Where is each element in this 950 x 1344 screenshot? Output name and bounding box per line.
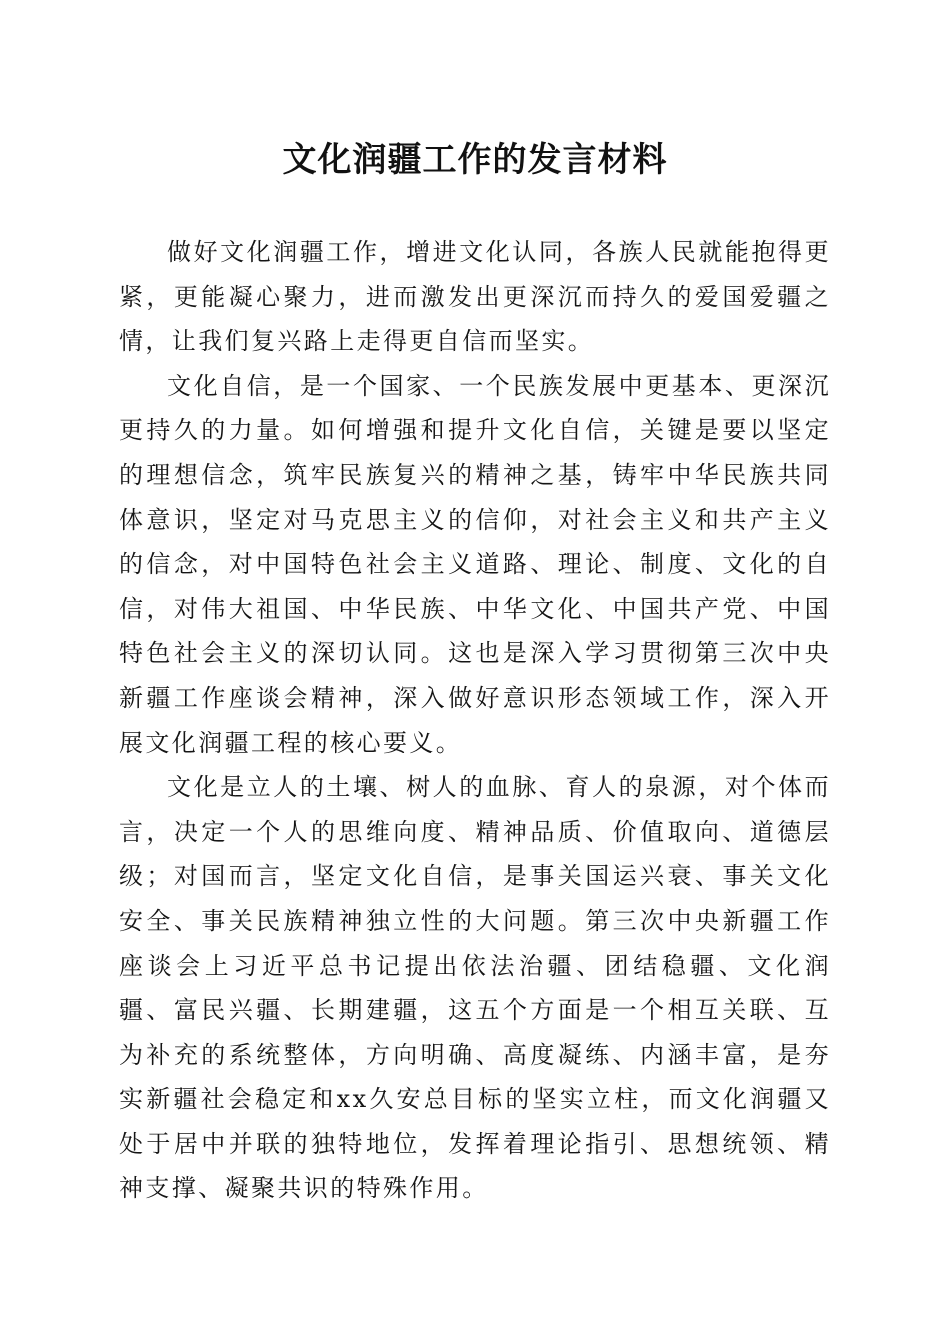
paragraph-1: 做好文化润疆工作，增进文化认同，各族人民就能抱得更紧，更能凝心聚力，进而激发出更深沉而持久的爱国爱疆之情，让我们复兴路上走得更自信而坚实。 [119,238,831,356]
paragraph-3: 文化是立人的土壤、树人的血脉、育人的泉源，对个体而言，决定一个人的思维向度、精神品质、价值取向、道德层级；对国而言，坚定文化自信，是事关国运兴衰、事关文化安全、事关民族精神独立性的大问题。第三次中央新疆工作座谈会上习近平总书记提出依法治疆、团结稳疆、文化润疆、富民兴疆、长期建疆，这五个方面是一个相互关联、互为补充的系统整体，方向明确、高度凝练、内涵丰富，是夯实新疆社会稳定和xx久安总目标的坚实立柱，而文化润疆又处于居中并联的独特地位，发挥着理论指引、思想统领、精神支撑、凝聚共识的特殊作用。 [119,773,831,1203]
document-body [119,230,831,1211]
paragraph-2: 文化自信，是一个国家、一个民族发展中更基本、更深沉更持久的力量。如何增强和提升文化自信，关键是要以坚定的理想信念，筑牢民族复兴的精神之基，铸牢中华民族共同体意识，坚定对马克思主义的信仰，对社会主义和共产主义的信念，对中国特色社会主义道路、理论、制度、文化的自信，对伟大祖国、中华民族、中华文化、中国共产党、中国特色社会主义的深切认同。这也是深入学习贯彻第三次中央新疆工作座谈会精神，深入做好意识形态领域工作，深入开展文化润疆工程的核心要义。 [119,371,831,757]
document-title: 文化润疆工作的发言材料 [282,140,668,180]
